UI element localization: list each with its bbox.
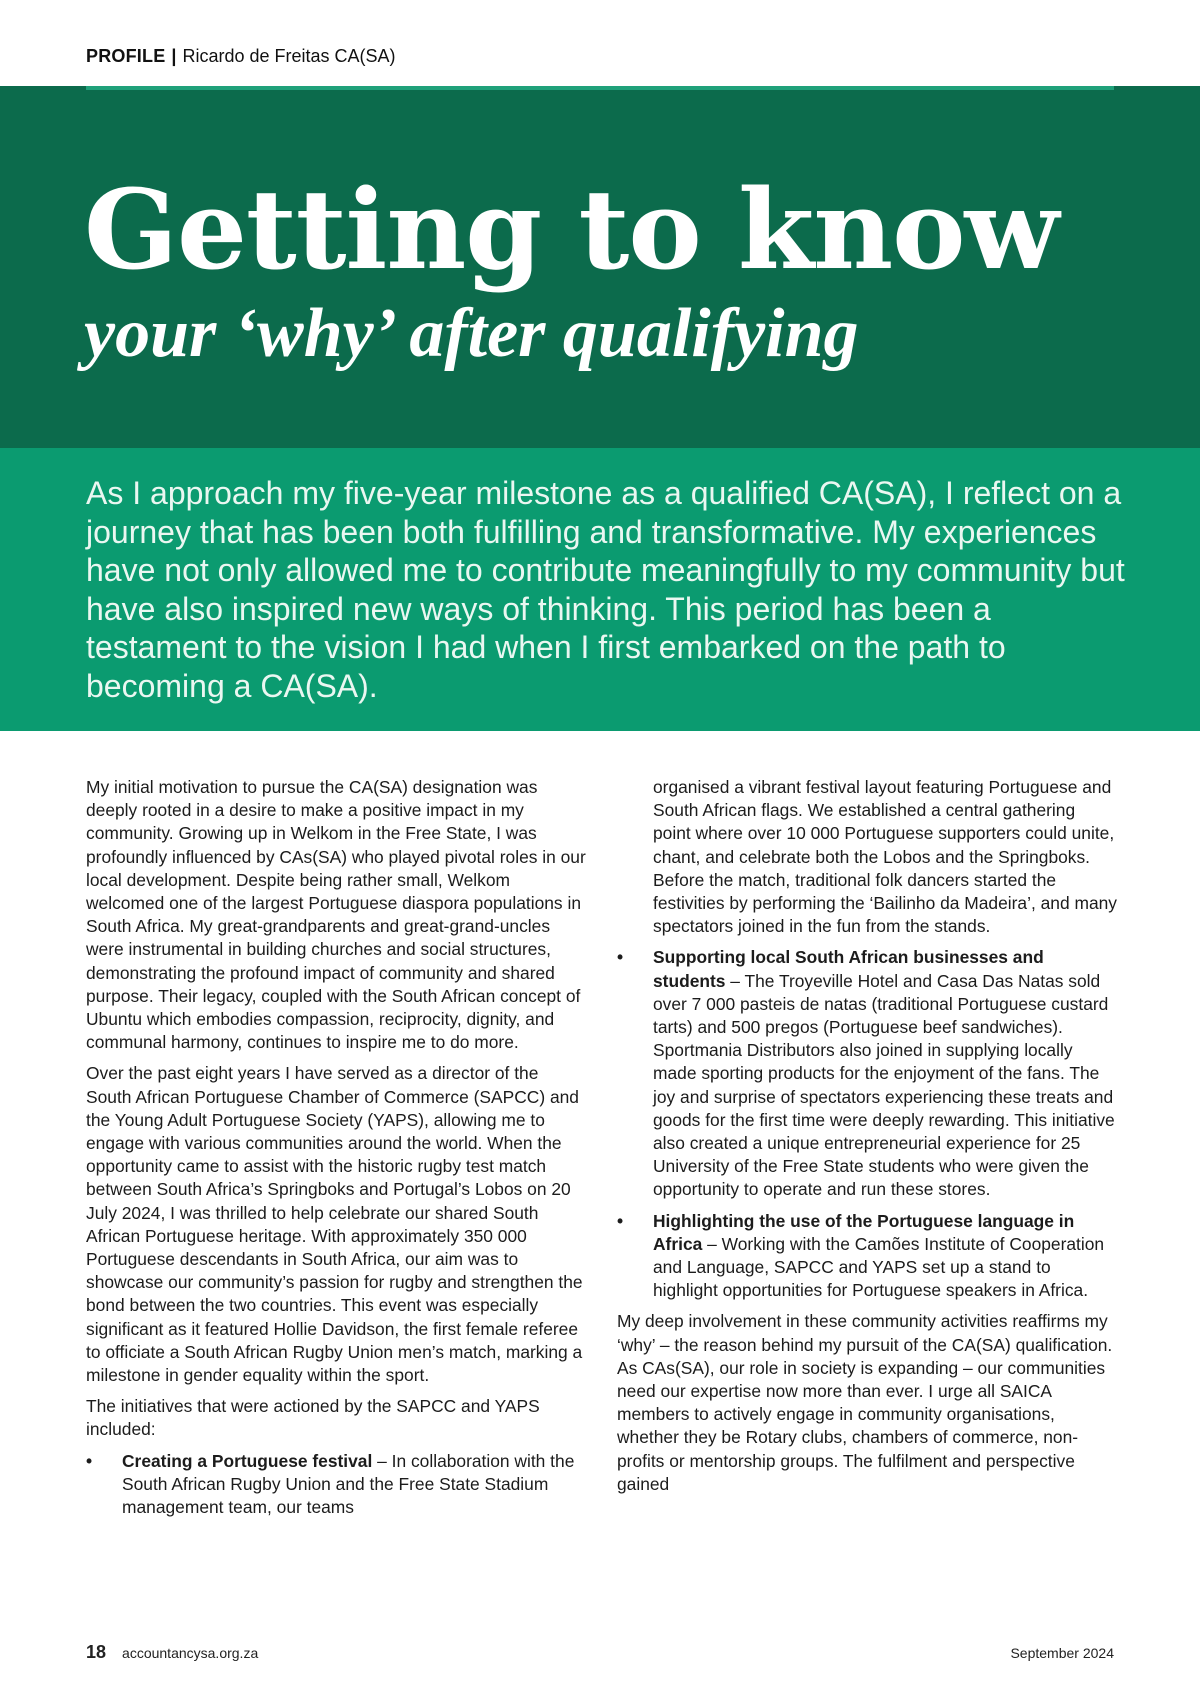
author-name: Ricardo de Freitas CA(SA) <box>182 46 396 66</box>
website-link[interactable]: accountancysa.org.za <box>122 1645 259 1661</box>
list-item-text: – The Troyeville Hotel and Casa Das Natas sold over 7 000 pasteis de natas (traditional Portuguese custard tarts) and 500 pregos (Portuguese beef sandwiches). Sportmania Distributors also joined in supplying locally made sporting products for the enjoyment of the fans. The joy and surprise of spectators experiencing these treats and goods for the first time were deeply rewarding. This initiative also created a unique entrepreneurial experience for 25 University of the Free State students who were given the opportunity to operate and run these stores. <box>653 970 1115 1200</box>
running-header <box>86 46 396 67</box>
intro-paragraph: As I approach my five-year milestone as a qualified CA(SA), I reflect on a journey that has been both fulfilling and transformative. My experiences have not only allowed me to contribute meaningfully to my community but have also inspired new ways of thinking. This period has been a testament to the vision I had when I first embarked on the path to becoming a CA(SA). <box>86 475 1125 704</box>
list-item <box>617 946 1117 1201</box>
title-banner <box>0 86 1200 448</box>
bullet-marker: • <box>86 1450 93 1471</box>
list-item-heading: Creating a Portuguese festival <box>122 1450 373 1471</box>
page-footer <box>86 1642 1114 1663</box>
body-paragraph: My deep involvement in these community activities reaffirms my ‘why’ – the reason behind my pursuit of the CA(SA) qualification. As CAs(SA), our role in society is expanding – our communities need our expertise now more than ever. I urge all SAICA members to actively engage in community organisations, whether they be Rotary clubs, chambers of commerce, non-profits or mentorship groups. The fulfilment and perspective gained <box>617 1311 1113 1494</box>
list-item <box>86 1450 586 1520</box>
issue-date: September 2024 <box>1010 1645 1114 1661</box>
article-subtitle: your ‘why’ after qualifying <box>84 295 859 372</box>
list-item-heading: Supporting local South African businesses and students <box>653 947 1044 991</box>
intro-banner <box>0 448 1200 731</box>
initiatives-list-continued <box>617 946 1117 1302</box>
header-separator: | <box>171 46 177 66</box>
body-paragraph: Over the past eight years I have served as a director of the South African Portuguese Chamber of Commerce (SAPCC) and the Young Adult Portuguese Society (YAPS), allowing me to engage with various communities around the world. When the opportunity came to assist with the historic rugby test match between South Africa’s Springboks and Portugal’s Lobos on 20 July 2024, I was thrilled to help celebrate our shared South African Portuguese heritage. With approximately 350 000 Portuguese descendants in South Africa, our aim was to showcase our community’s passion for rugby and strengthen the bond between the two countries. This event was especially significant as it featured Hollie Davidson, the first female referee to officiate a South African Rugby Union men’s match, marking a milestone in gender equality within the sport. <box>86 1063 583 1386</box>
list-item-continued: organised a vibrant festival layout featuring Portuguese and South African flags. We established a central gathering point where over 10 000 Portuguese supporters could unite, chant, and celebrate both the Lobos and the Springboks. Before the match, traditional folk dancers started the festivities by performing the ‘Bailinho da Madeira’, and many spectators joined in the fun from the stands. <box>653 777 1117 937</box>
section-label: PROFILE <box>86 46 166 66</box>
bullet-marker: • <box>617 947 624 968</box>
body-column-left <box>86 776 586 1527</box>
body-paragraph: The initiatives that were actioned by the SAPCC and YAPS included: <box>86 1396 540 1440</box>
body-paragraph: My initial motivation to pursue the CA(SA) designation was deeply rooted in a desire to make a positive impact in my community. Growing up in Welkom in the Free State, I was profoundly influenced by CAs(SA) who played pivotal roles in our local development. Despite being rather small, Welkom welcomed one of the largest Portuguese diaspora populations in South Africa. My great-grandparents and great-grand-uncles were instrumental in building churches and social structures, demonstrating the profound impact of community and shared purpose. Their legacy, coupled with the South African concept of Ubuntu which embodies compassion, reciprocity, dignity, and communal harmony, continues to inspire me to do more. <box>86 777 586 1053</box>
list-item <box>617 1210 1117 1303</box>
body-column-right <box>617 776 1117 1504</box>
bullet-marker: • <box>617 1210 624 1231</box>
list-item-text: – In collaboration with the South African Rugby Union and the Free State Stadium management team, our teams <box>122 1450 575 1518</box>
page-number: 18 <box>86 1642 107 1662</box>
accent-line <box>86 86 1114 90</box>
article-title: Getting to know <box>84 165 1059 294</box>
list-item-heading: Highlighting the use of the Portuguese language in Africa <box>653 1210 1075 1254</box>
initiatives-list <box>86 1450 586 1520</box>
list-item-text: – Working with the Camões Institute of Cooperation and Language, SAPCC and YAPS set up a stand to highlight opportunities for Portuguese speakers in Africa. <box>653 1233 1105 1301</box>
